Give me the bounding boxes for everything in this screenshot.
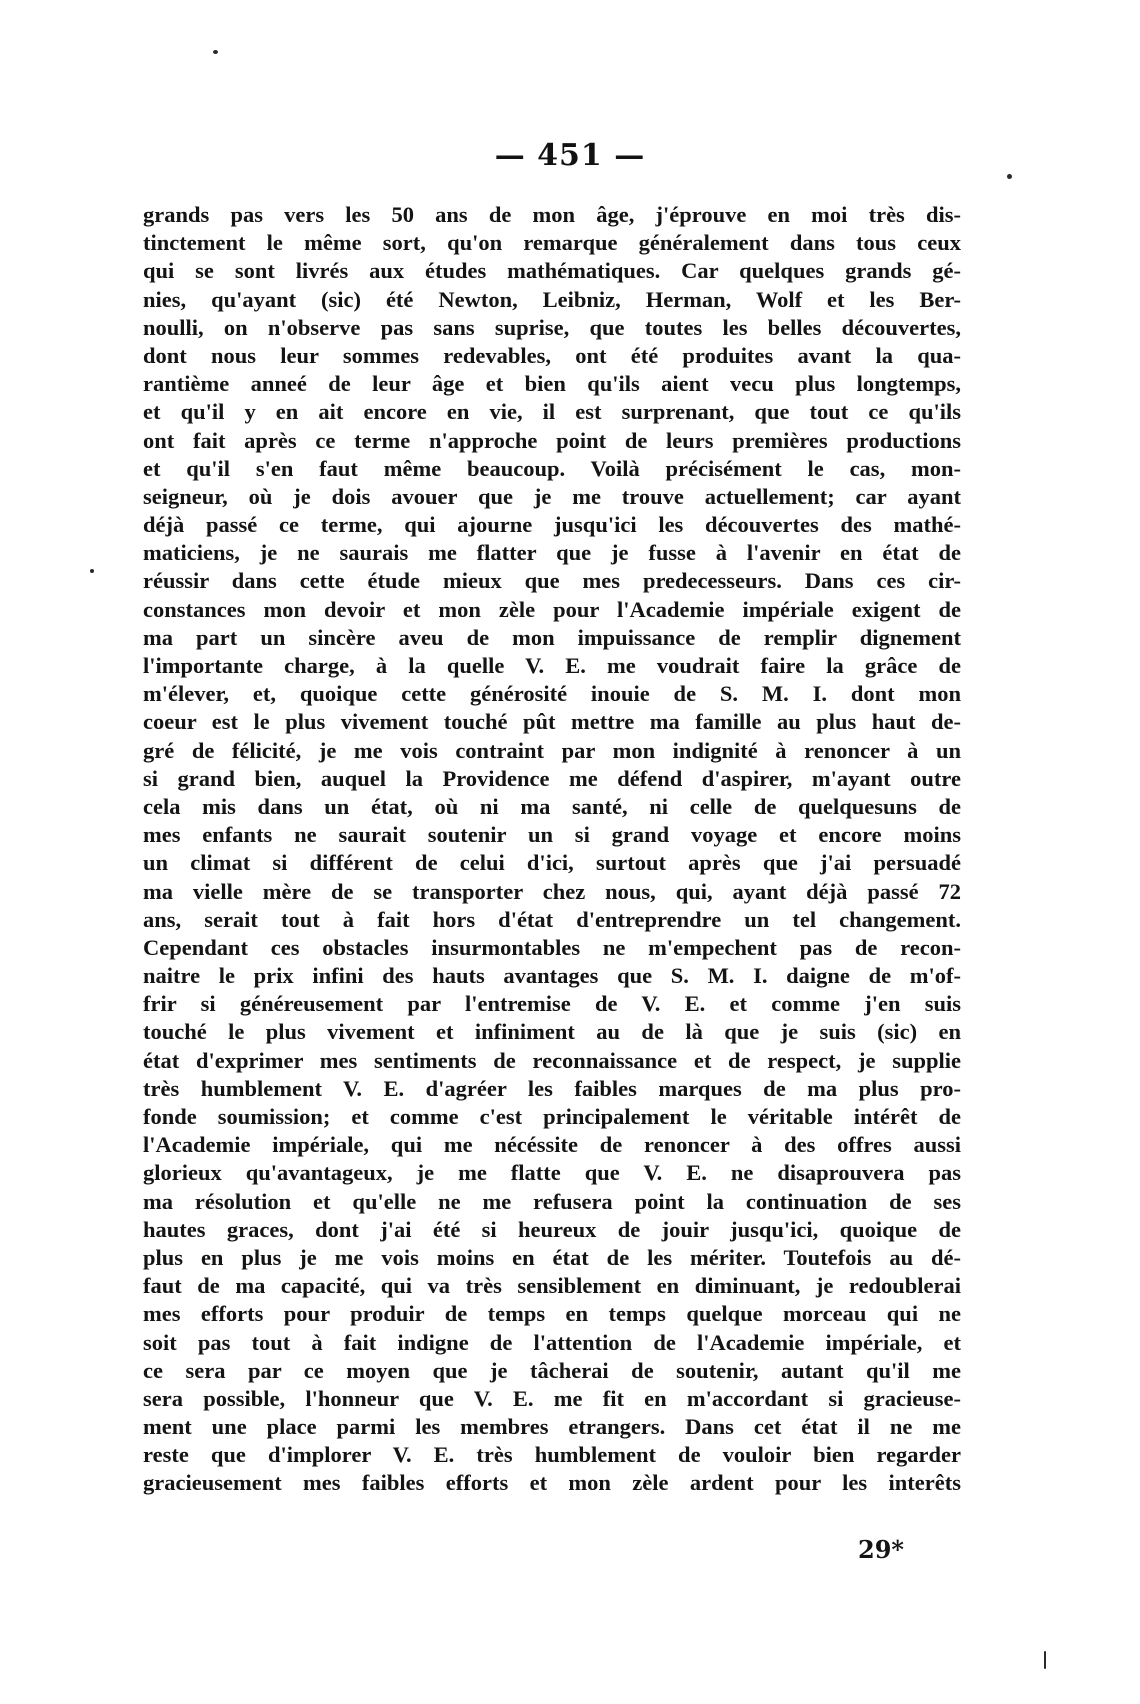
text-line: noulli, on n'observe pas sans suprise, que toutes les belles découvertes,	[143, 314, 961, 340]
text-line: ans, serait tout à fait hors d'état d'entreprendre un tel changement.	[143, 906, 961, 932]
text-line: hautes graces, dont j'ai été si heureux de jouir jusqu'ici, quoique de	[143, 1216, 961, 1242]
text-line: qui se sont livrés aux études mathématiques. Car quelques grands gé-	[143, 258, 961, 284]
text-line: et qu'il y en ait encore en vie, il est surprenant, que tout ce qu'ils	[143, 399, 961, 425]
text-line: naitre le prix infini des hauts avantages que S. M. I. daigne de m'of-	[143, 963, 961, 989]
text-line: tinctement le même sort, qu'on remarque généralement dans tous ceux	[143, 230, 961, 256]
text-line: glorieux qu'avantageux, je me flatte que V. E. ne disaprouvera pas	[143, 1160, 961, 1186]
text-line: sera possible, l'honneur que V. E. me fit en m'accordant si gracieuse-	[143, 1385, 961, 1411]
text-line: m'élever, et, quoique cette générosité inouie de S. M. I. dont mon	[143, 681, 961, 707]
text-line: ment une place parmi les membres etrangers. Dans cet état il ne me	[143, 1414, 961, 1440]
text-line: nies, qu'ayant (sic) été Newton, Leibniz, Herman, Wolf et les Ber-	[143, 286, 961, 312]
speck-mark	[90, 569, 94, 573]
text-line: ma résolution et qu'elle ne me refusera point la continuation de ses	[143, 1188, 961, 1214]
text-line: ma vielle mère de se transporter chez nous, qui, ayant déjà passé 72	[143, 878, 961, 904]
text-line: gracieusement mes faibles efforts et mon zèle ardent pour les interêts	[143, 1470, 961, 1496]
text-line: Cependant ces obstacles insurmontables ne m'empechent pas de recon-	[143, 934, 961, 960]
text-line: dont nous leur sommes redevables, ont été produites avant la qua-	[143, 342, 961, 368]
text-line: ce sera par ce moyen que je tâcherai de soutenir, autant qu'il me	[143, 1357, 961, 1383]
speck-mark	[213, 50, 218, 54]
text-line: réussir dans cette étude mieux que mes predecesseurs. Dans ces cir-	[143, 568, 961, 594]
text-line: si grand bien, auquel la Providence me défend d'aspirer, m'ayant outre	[143, 765, 961, 791]
text-line: maticiens, je ne saurais me flatter que je fusse à l'avenir en état de	[143, 540, 961, 566]
text-line: très humblement V. E. d'agréer les faibles marques de ma plus pro-	[143, 1075, 961, 1101]
speck-mark	[1044, 1651, 1046, 1669]
text-line: reste que d'implorer V. E. très humblement de vouloir bien regarder	[143, 1442, 961, 1468]
text-line: touché le plus vivement et infiniment au de là que je suis (sic) en	[143, 1019, 961, 1045]
text-line: ont fait après ce terme n'approche point de leurs premières productions	[143, 427, 961, 453]
text-line: constances mon devoir et mon zèle pour l'Academie impériale exigent de	[143, 596, 961, 622]
speck-mark	[1007, 174, 1012, 179]
text-line: plus en plus je me vois moins en état de les mériter. Toutefois au dé-	[143, 1244, 961, 1270]
text-line: un climat si différent de celui d'ici, surtout après que j'ai persuadé	[143, 850, 961, 876]
text-line: frir si généreusement par l'entremise de V. E. et comme j'en suis	[143, 991, 961, 1017]
text-line: et qu'il s'en faut même beaucoup. Voilà précisément le cas, mon-	[143, 455, 961, 481]
text-line: gré de félicité, je me vois contraint par mon indignité à renoncer à un	[143, 737, 961, 763]
text-line: fonde soumission; et comme c'est principalement le véritable intérêt de	[143, 1104, 961, 1129]
text-line: mes enfants ne saurait soutenir un si grand voyage et encore moins	[143, 822, 961, 848]
text-line: grands pas vers les 50 ans de mon âge, j'éprouve en moi très dis-	[143, 202, 961, 227]
text-line: soit pas tout à fait indigne de l'attention de l'Academie impériale, et	[143, 1329, 961, 1355]
text-line: coeur est le plus vivement touché pût mettre ma famille au plus haut de-	[143, 709, 961, 735]
text-line: faut de ma capacité, qui va très sensiblement en diminuant, je redoublerai	[143, 1273, 961, 1299]
text-line: seigneur, où je dois avouer que je me trouve actuellement; car ayant	[143, 483, 961, 509]
text-line: cela mis dans un état, où ni ma santé, ni celle de quelquesuns de	[143, 793, 961, 819]
signature-mark: 29*	[858, 1535, 904, 1564]
body-text	[143, 201, 961, 1498]
text-line: l'importante charge, à la quelle V. E. me voudrait faire la grâce de	[143, 653, 961, 678]
text-line: déjà passé ce terme, qui ajourne jusqu'ici les découvertes des mathé-	[143, 512, 961, 538]
text-line: état d'exprimer mes sentiments de reconnaissance et de respect, je supplie	[143, 1047, 961, 1073]
text-line: mes efforts pour produir de temps en temps quelque morceau qui ne	[143, 1301, 961, 1327]
text-line: rantième anneé de leur âge et bien qu'ils aient vecu plus longtemps,	[143, 371, 961, 397]
page-number: — 451 —	[494, 138, 646, 173]
text-line: ma part un sincère aveu de mon impuissance de remplir dignement	[143, 624, 961, 650]
text-line: l'Academie impériale, qui me nécéssite de renoncer à des offres aussi	[143, 1132, 961, 1158]
